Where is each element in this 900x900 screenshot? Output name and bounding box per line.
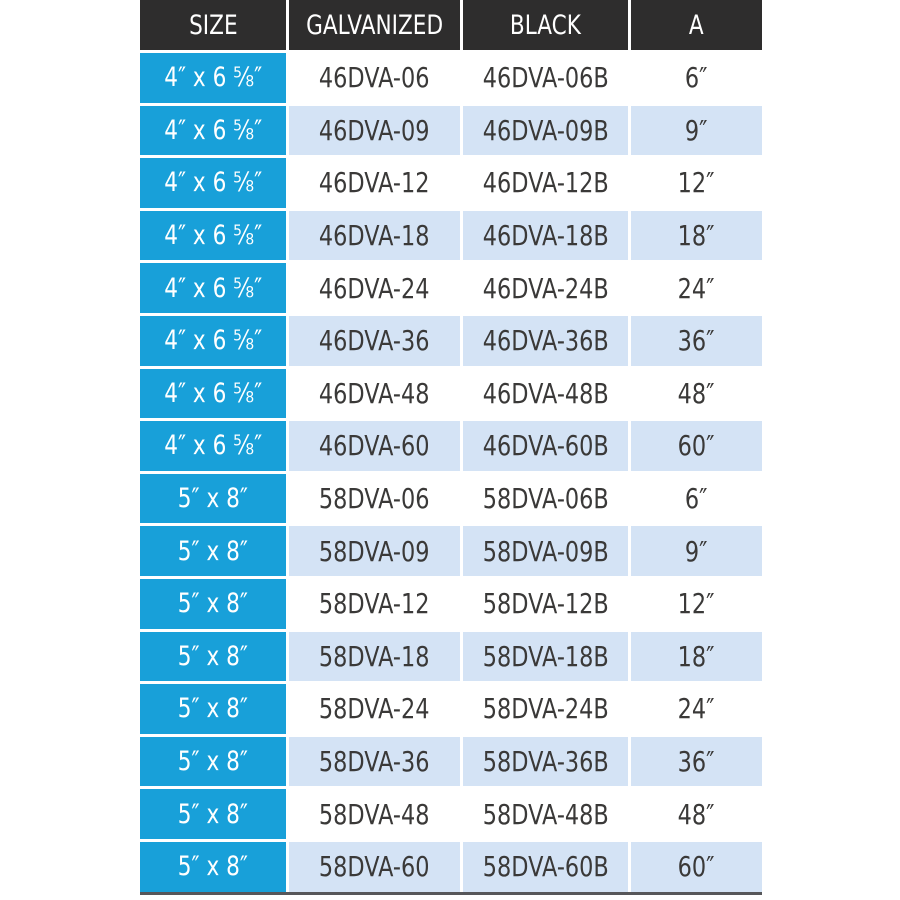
black-cell	[463, 316, 628, 366]
a-cell-text: 24″	[678, 271, 715, 305]
size-cell-text: 4″ x 6 ⅝″	[164, 114, 262, 146]
galvanized-cell-text: 46DVA-60	[319, 429, 430, 463]
galvanized-cell-text: 46DVA-09	[319, 113, 430, 147]
black-cell	[463, 579, 628, 629]
black-cell-text: 58DVA-48B	[482, 797, 609, 831]
galvanized-cell	[289, 421, 460, 471]
galvanized-cell-text: 58DVA-06	[319, 482, 430, 516]
a-cell	[631, 421, 762, 471]
a-cell	[631, 632, 762, 682]
a-cell	[631, 106, 762, 156]
size-cell	[140, 737, 286, 787]
a-cell-text: 18″	[678, 219, 715, 253]
galvanized-cell-text: 46DVA-12	[319, 166, 430, 200]
a-cell-text: 36″	[678, 745, 715, 779]
size-cell	[140, 158, 286, 208]
galvanized-cell-text: 58DVA-36	[319, 745, 430, 779]
size-cell	[140, 263, 286, 313]
a-cell	[631, 158, 762, 208]
a-cell	[631, 211, 762, 261]
black-cell-text: 46DVA-09B	[482, 113, 609, 147]
black-cell	[463, 737, 628, 787]
size-cell-text: 4″ x 6 ⅝″	[164, 220, 262, 252]
size-cell-text: 4″ x 6 ⅝″	[164, 430, 262, 462]
spec-table	[140, 0, 762, 895]
size-cell-text: 5″ x 8″	[177, 693, 249, 725]
column-header-a	[631, 0, 762, 50]
size-cell-text: 4″ x 6 ⅝″	[164, 377, 262, 409]
size-cell	[140, 684, 286, 734]
size-cell-text: 5″ x 8″	[177, 851, 249, 883]
a-cell	[631, 684, 762, 734]
a-cell-text: 60″	[678, 429, 715, 463]
a-cell-text: 36″	[678, 324, 715, 358]
a-cell	[631, 316, 762, 366]
a-cell-text: 60″	[678, 850, 715, 884]
black-cell-text: 46DVA-60B	[482, 429, 609, 463]
a-cell	[631, 789, 762, 839]
black-cell-text: 58DVA-12B	[482, 587, 609, 621]
size-cell	[140, 106, 286, 156]
black-cell	[463, 369, 628, 419]
size-cell-text: 4″ x 6 ⅝″	[164, 167, 262, 199]
black-cell	[463, 158, 628, 208]
a-cell	[631, 53, 762, 103]
black-cell	[463, 263, 628, 313]
column-header-galvanized	[289, 0, 460, 50]
size-cell	[140, 474, 286, 524]
black-cell-text: 58DVA-24B	[482, 692, 609, 726]
size-cell	[140, 632, 286, 682]
size-cell-text: 4″ x 6 ⅝″	[164, 62, 262, 94]
a-cell-text: 12″	[678, 166, 715, 200]
galvanized-cell-text: 58DVA-60	[319, 850, 430, 884]
a-cell	[631, 579, 762, 629]
black-cell-text: 46DVA-24B	[482, 271, 609, 305]
galvanized-cell	[289, 263, 460, 313]
size-cell	[140, 211, 286, 261]
galvanized-cell	[289, 106, 460, 156]
black-cell	[463, 842, 628, 892]
black-cell-text: 58DVA-60B	[482, 850, 609, 884]
a-cell-text: 9″	[685, 534, 708, 568]
galvanized-cell	[289, 684, 460, 734]
a-cell-text: 6″	[685, 61, 708, 95]
a-cell	[631, 842, 762, 892]
column-header-a-label: A	[689, 9, 704, 41]
size-cell-text: 5″ x 8″	[177, 483, 249, 515]
galvanized-cell	[289, 632, 460, 682]
size-cell	[140, 579, 286, 629]
column-header-black	[463, 0, 628, 50]
a-cell-text: 12″	[678, 587, 715, 621]
black-cell	[463, 684, 628, 734]
size-cell-text: 5″ x 8″	[177, 640, 249, 672]
black-cell-text: 58DVA-36B	[482, 745, 609, 779]
galvanized-cell	[289, 211, 460, 261]
black-cell	[463, 211, 628, 261]
a-cell-text: 24″	[678, 692, 715, 726]
galvanized-cell-text: 46DVA-18	[319, 219, 430, 253]
size-cell	[140, 53, 286, 103]
a-cell	[631, 263, 762, 313]
galvanized-cell-text: 58DVA-09	[319, 534, 430, 568]
black-cell	[463, 526, 628, 576]
black-cell	[463, 474, 628, 524]
size-cell-text: 5″ x 8″	[177, 588, 249, 620]
galvanized-cell-text: 46DVA-06	[319, 61, 430, 95]
a-cell-text: 6″	[685, 482, 708, 516]
black-cell	[463, 53, 628, 103]
galvanized-cell-text: 58DVA-24	[319, 692, 430, 726]
a-cell-text: 18″	[678, 639, 715, 673]
galvanized-cell-text: 46DVA-36	[319, 324, 430, 358]
galvanized-cell	[289, 369, 460, 419]
size-cell-text: 5″ x 8″	[177, 746, 249, 778]
galvanized-cell-text: 58DVA-18	[319, 639, 430, 673]
size-cell-text: 5″ x 8″	[177, 798, 249, 830]
galvanized-cell-text: 58DVA-48	[319, 797, 430, 831]
black-cell	[463, 421, 628, 471]
galvanized-cell	[289, 579, 460, 629]
column-header-size	[140, 0, 286, 50]
column-header-black-label: BLACK	[510, 9, 581, 41]
black-cell-text: 46DVA-12B	[482, 166, 609, 200]
a-cell	[631, 526, 762, 576]
black-cell	[463, 632, 628, 682]
black-cell-text: 58DVA-18B	[482, 639, 609, 673]
galvanized-cell	[289, 316, 460, 366]
a-cell-text: 48″	[678, 376, 715, 410]
size-cell-text: 5″ x 8″	[177, 535, 249, 567]
black-cell-text: 46DVA-48B	[482, 376, 609, 410]
galvanized-cell-text: 58DVA-12	[319, 587, 430, 621]
size-cell	[140, 789, 286, 839]
black-cell-text: 58DVA-09B	[482, 534, 609, 568]
galvanized-cell	[289, 53, 460, 103]
galvanized-cell	[289, 474, 460, 524]
galvanized-cell	[289, 842, 460, 892]
size-cell	[140, 369, 286, 419]
black-cell	[463, 789, 628, 839]
column-header-size-label: SIZE	[188, 9, 238, 41]
a-cell	[631, 474, 762, 524]
galvanized-cell	[289, 158, 460, 208]
column-header-galvanized-label: GALVANIZED	[306, 9, 443, 41]
size-cell-text: 4″ x 6 ⅝″	[164, 272, 262, 304]
size-cell	[140, 316, 286, 366]
black-cell-text: 46DVA-36B	[482, 324, 609, 358]
galvanized-cell-text: 46DVA-48	[319, 376, 430, 410]
black-cell	[463, 106, 628, 156]
galvanized-cell	[289, 789, 460, 839]
galvanized-cell	[289, 737, 460, 787]
size-cell	[140, 526, 286, 576]
galvanized-cell	[289, 526, 460, 576]
black-cell-text: 46DVA-06B	[482, 61, 609, 95]
size-cell-text: 4″ x 6 ⅝″	[164, 325, 262, 357]
galvanized-cell-text: 46DVA-24	[319, 271, 430, 305]
a-cell	[631, 737, 762, 787]
a-cell	[631, 369, 762, 419]
black-cell-text: 58DVA-06B	[482, 482, 609, 516]
a-cell-text: 9″	[685, 113, 708, 147]
a-cell-text: 48″	[678, 797, 715, 831]
size-cell	[140, 421, 286, 471]
black-cell-text: 46DVA-18B	[482, 219, 609, 253]
size-cell	[140, 842, 286, 892]
